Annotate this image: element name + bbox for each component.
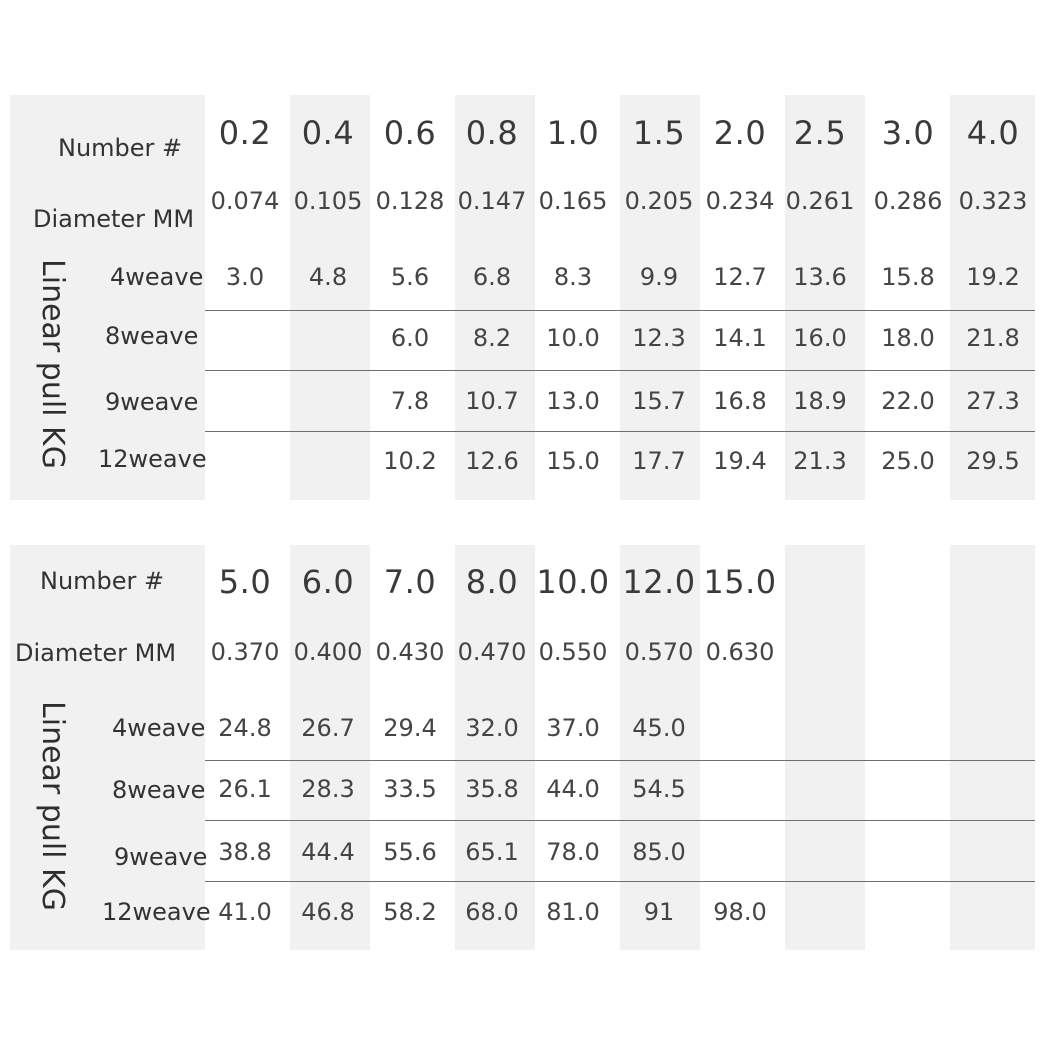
weave-row-label: 8weave [112,776,206,804]
pull-strength-value: 5.6 [390,263,430,291]
pull-strength-value: 21.8 [966,324,1020,352]
row-divider [205,431,1035,432]
column-stripe [455,545,535,950]
pull-strength-value: 38.8 [218,838,272,866]
pull-strength-value: 41.0 [218,898,272,926]
pull-strength-value: 29.5 [966,447,1020,475]
pull-strength-value: 54.5 [632,775,686,803]
pull-strength-value: 37.0 [546,714,600,742]
diameter-header-label: Diameter MM [33,205,195,233]
column-stripe [620,95,700,500]
row-divider [205,881,1035,882]
line-number: 7.0 [383,563,437,601]
line-number: 3.0 [881,114,935,152]
line-number: 0.6 [383,114,437,152]
pull-strength-value: 15.8 [881,263,935,291]
line-number: 12.0 [622,563,696,601]
pull-strength-value: 12.7 [713,263,767,291]
diameter-value: 0.105 [293,187,363,215]
pull-strength-value: 98.0 [713,898,767,926]
pull-strength-value: 19.4 [713,447,767,475]
pull-strength-value: 13.0 [546,387,600,415]
weave-row-label: 4weave [112,714,206,742]
pull-strength-value: 68.0 [465,898,519,926]
pull-strength-value: 16.0 [793,324,847,352]
pull-strength-value: 6.8 [472,263,512,291]
pull-strength-value: 15.7 [632,387,686,415]
diameter-value: 0.323 [958,187,1028,215]
row-divider [205,370,1035,371]
line-number: 5.0 [218,563,272,601]
column-stripe [620,545,700,950]
pull-strength-value: 6.0 [390,324,430,352]
pull-strength-value: 26.1 [218,775,272,803]
column-stripe [785,545,865,950]
pull-strength-value: 13.6 [793,263,847,291]
pull-strength-value: 26.7 [301,714,355,742]
diameter-value: 0.550 [538,638,608,666]
weave-row-label: 8weave [105,322,199,350]
pull-strength-value: 32.0 [465,714,519,742]
diameter-value: 0.261 [785,187,855,215]
number-header-label: Number # [40,567,165,595]
pull-strength-value: 10.2 [383,447,437,475]
diameter-value: 0.234 [705,187,775,215]
weave-row-label: 9weave [114,843,208,871]
line-number: 10.0 [536,563,610,601]
weave-row-label: 4weave [110,263,204,291]
column-stripe [290,95,370,500]
pull-strength-value: 24.8 [218,714,272,742]
pull-strength-value: 12.6 [465,447,519,475]
line-number: 1.5 [632,114,686,152]
pull-strength-value: 18.0 [881,324,935,352]
pull-strength-value: 14.1 [713,324,767,352]
pull-strength-value: 33.5 [383,775,437,803]
linear-pull-label: Linear pull KG [35,259,70,469]
pull-strength-value: 18.9 [793,387,847,415]
column-stripe [290,545,370,950]
diameter-header-label: Diameter MM [15,639,177,667]
diameter-value: 0.074 [210,187,280,215]
pull-strength-value: 65.1 [465,838,519,866]
pull-strength-value: 58.2 [383,898,437,926]
diameter-value: 0.205 [624,187,694,215]
line-number: 2.5 [793,114,847,152]
weave-row-label: 9weave [105,388,199,416]
pull-strength-value: 28.3 [301,775,355,803]
pull-strength-value: 10.7 [465,387,519,415]
pull-strength-value: 8.3 [553,263,593,291]
pull-strength-value: 29.4 [383,714,437,742]
pull-strength-value: 85.0 [632,838,686,866]
pull-strength-value: 44.4 [301,838,355,866]
diameter-value: 0.165 [538,187,608,215]
pull-strength-value: 25.0 [881,447,935,475]
diameter-value: 0.470 [457,638,527,666]
row-divider [205,760,1035,761]
linear-pull-label: Linear pull KG [35,701,70,911]
pull-strength-value: 27.3 [966,387,1020,415]
line-number: 15.0 [703,563,777,601]
column-stripe [455,95,535,500]
pull-strength-value: 15.0 [546,447,600,475]
column-stripe [950,545,1035,950]
pull-strength-value: 22.0 [881,387,935,415]
diameter-value: 0.147 [457,187,527,215]
pull-strength-value: 19.2 [966,263,1020,291]
diameter-value: 0.370 [210,638,280,666]
pull-strength-value: 78.0 [546,838,600,866]
line-number: 4.0 [966,114,1020,152]
column-stripe [785,95,865,500]
line-number: 0.8 [465,114,519,152]
weave-row-label: 12weave [98,445,207,473]
pull-strength-value: 45.0 [632,714,686,742]
pull-strength-value: 10.0 [546,324,600,352]
line-number: 0.2 [218,114,272,152]
pull-strength-value: 44.0 [546,775,600,803]
line-number: 2.0 [713,114,767,152]
pull-strength-value: 7.8 [390,387,430,415]
pull-strength-value: 12.3 [632,324,686,352]
line-number: 8.0 [465,563,519,601]
pull-strength-value: 3.0 [225,263,265,291]
diameter-value: 0.400 [293,638,363,666]
number-header-label: Number # [58,134,183,162]
row-divider [205,310,1035,311]
pull-strength-value: 46.8 [301,898,355,926]
pull-strength-value: 91 [643,898,675,926]
line-number: 6.0 [301,563,355,601]
weave-row-label: 12weave [102,898,211,926]
pull-strength-value: 55.6 [383,838,437,866]
diameter-value: 0.286 [873,187,943,215]
pull-strength-value: 9.9 [639,263,679,291]
diameter-value: 0.430 [375,638,445,666]
pull-strength-value: 16.8 [713,387,767,415]
row-divider [205,820,1035,821]
pull-strength-value: 81.0 [546,898,600,926]
column-stripe [950,95,1035,500]
line-number: 0.4 [301,114,355,152]
diameter-value: 0.630 [705,638,775,666]
pull-strength-value: 21.3 [793,447,847,475]
diameter-value: 0.128 [375,187,445,215]
pull-strength-value: 8.2 [472,324,512,352]
line-number: 1.0 [546,114,600,152]
pull-strength-value: 4.8 [308,263,348,291]
diameter-value: 0.570 [624,638,694,666]
pull-strength-value: 35.8 [465,775,519,803]
pull-strength-value: 17.7 [632,447,686,475]
